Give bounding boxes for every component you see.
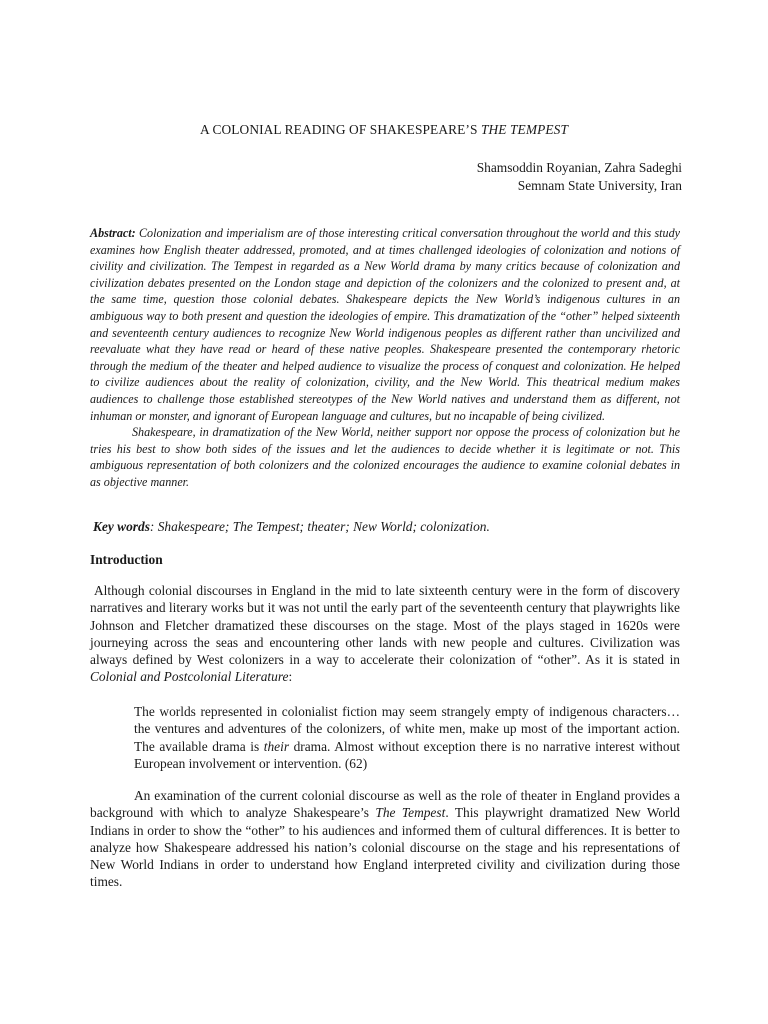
keywords — [93, 519, 683, 535]
paper-title — [0, 122, 768, 138]
intro-p2-work: The Tempest — [375, 805, 446, 821]
abstract — [90, 225, 680, 491]
quote-text-a: The worlds represented in colonialist fiction may seem strangely empty of indigenous characters… the ventures and adventures of the colonizers, of white men, make up most of the important action. The available drama is — [134, 704, 680, 754]
abstract-paragraph-1 — [90, 225, 680, 424]
intro-p2-text-b: . This playwright dramatized New World Indians in order to show the “other” to his audiences and informed them of cultural differences. It is better to analyze how Shakespeare addressed his nation’s colonial discourse on the stage and his representations of New World Indians in order to understand how England interpreted civility and civilization during those times. — [90, 805, 680, 890]
abstract-paragraph-2: Shakespeare, in dramatization of the New World, neither support nor oppose the process of colonization but he tries his best to show both sides of the issues and let the audiences to decide whether it is legitimate or not. This ambiguous representation of both colonizers and the colonized encourages the audience to examine colonial debates in as objective manner. — [90, 425, 680, 489]
quote-text-b: drama. Almost without exception there is no narrative interest without European involvement or intervention. (62) — [134, 738, 680, 771]
introduction-paragraph-2 — [90, 787, 680, 891]
title-work: THE TEMPEST — [480, 122, 568, 137]
keywords-label: Key words — [93, 519, 150, 534]
introduction-paragraph-1 — [90, 582, 680, 686]
section-heading-introduction: Introduction — [90, 552, 163, 567]
abstract-text-1: Colonization and imperialism are of those interesting critical conversation throughout the world and this study examines how English theater addressed, promoted, and at times challenged ideologies of colonization and notions of civility and civilization. The Tempest in regarded as a New World drama by many critics because of colonization and civilization debates presented on the London stage and depiction of the colonizers and the colonized to present and, at the same time, question those colonial debates. Shakespeare depicts the New World’s indigenous cultures in an ambiguous way to both present and question the ideologies of empire. This dramatization of the “other” helped sixteenth and seventeenth century audiences to recognize New World indigenous peoples as different rather than uncivilized and reevaluate what they have read or heard of these native peoples. Shakespeare presented the contemporary rhetoric through the medium of the theater and helped audience to visualize the process of conquest and colonization. He helped to civilize audiences about the reality of colonization, civility, and the New World. This theatrical medium makes audiences to challenge those established stereotypes of the New World natives and understand them as different, not inhuman or monster, and ignorant of European language and cultures, but no incapable of being civilized. — [90, 226, 680, 423]
author-names: Shamsoddin Royanian, Zahra Sadeghi — [476, 160, 682, 175]
intro-p1-text: Although colonial discourses in England in the mid to late sixteenth century were in the form of discovery narratives and literary works but it was not until the early part of the seventeenth century that playwrights like Johnson and Fletcher dramatized these discourses on the stage. Most of the plays staged in 1620s were journeying across the seas and encountering other lands with new people and cultures. Civilization was always defined by West colonizers in a way to accelerate their colonization of “other”. As it is stated in — [90, 583, 680, 668]
intro-p1-end: : — [288, 669, 293, 685]
abstract-label: Abstract: — [90, 226, 136, 240]
block-quote — [134, 703, 680, 772]
intro-p1-source: Colonial and Postcolonial Literature — [90, 669, 289, 685]
intro-p2-text-a: An examination of the current colonial discourse as well as the role of theater in England provides a background with which to analyze Shakespeare’s — [90, 788, 680, 821]
quote-emphasis: their — [263, 738, 290, 754]
keywords-text: : Shakespeare; The Tempest; theater; New World; colonization. — [149, 519, 490, 534]
title-main: A COLONIAL READING OF SHAKESPEARE’S — [199, 122, 481, 137]
author-affiliation: Semnam State University, Iran — [517, 178, 682, 193]
